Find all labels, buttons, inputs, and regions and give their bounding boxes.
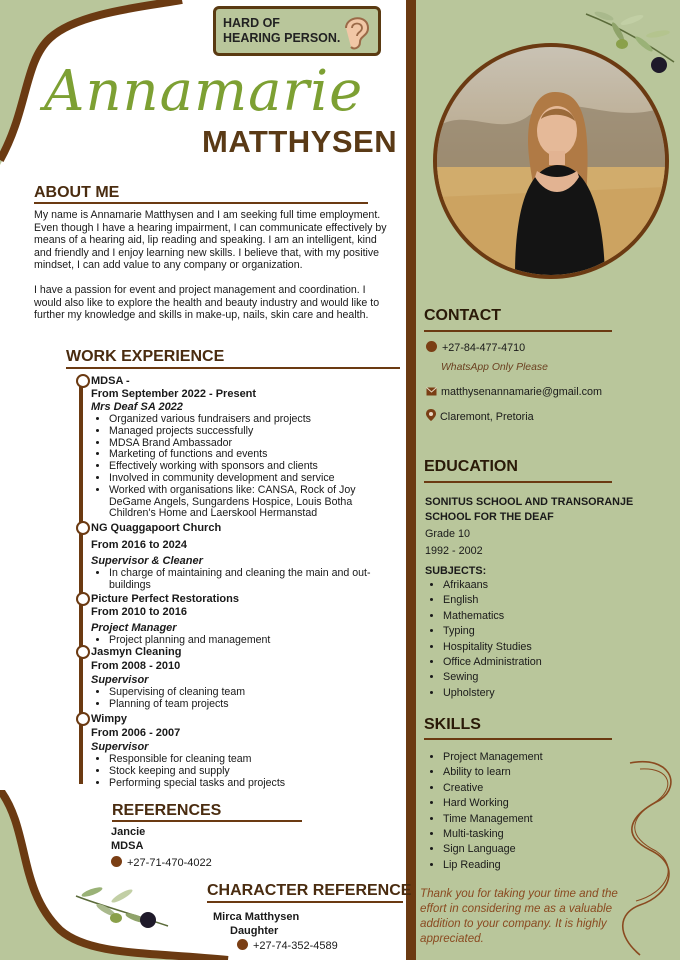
about-paragraph-2: I have a passion for event and project management and coordination. I would also like to explore the health and beauty industry and would like to further my knowledge and skills in make-up, nails, skin care and health. [34, 283, 380, 322]
skills-heading: SKILLS [424, 716, 481, 733]
duty-item: • Effectively working with sponsors and clients [109, 461, 391, 473]
phone-icon [111, 856, 122, 867]
job-role: Supervisor [91, 674, 149, 686]
location-icon [426, 409, 436, 421]
timeline-dot [76, 592, 90, 606]
job-period: From September 2022 - Present [91, 388, 257, 400]
subject-item: • Upholstery [443, 686, 542, 701]
character-reference-name: Mirca Matthysen [213, 911, 300, 923]
job-entry [91, 593, 391, 647]
hard-of-hearing-badge [213, 6, 381, 56]
about-rule [34, 202, 368, 204]
job-org: Jasmyn Cleaning [91, 646, 182, 658]
job-role: Supervisor [91, 741, 149, 753]
job-role: Project Manager [91, 622, 177, 634]
skills-rule [424, 738, 612, 740]
subject-item: • Hospitality Studies [443, 640, 542, 655]
closing-message: Thank you for taking your time and the effort in considering me as a valuable addition to your company. It is highly appreciated. [420, 887, 618, 945]
reference-phone: +27-71-470-4022 [127, 857, 212, 869]
job-entry [91, 522, 391, 592]
subjects-list [426, 578, 542, 701]
skill-item: • Ability to learn [443, 765, 543, 780]
contact-location: Claremont, Pretoria [440, 411, 534, 423]
job-entry [91, 375, 391, 520]
profile-photo-illustration [437, 47, 665, 275]
job-duties [91, 568, 391, 592]
character-reference-relation: Daughter [230, 925, 279, 937]
reference-phone-row [111, 856, 212, 870]
education-school: SONITUS SCHOOL AND TRANSORANJE SCHOOL FOR THE DEAF [425, 496, 634, 523]
about-paragraph-1: My name is Annamarie Matthysen and I am seeking full time employment. Even though I have a hearing impairment, I can communicate effectively by means of a hearing aid, lip reading and speaking. I am an intelligent, kind and friendly and I enjoy learning new skills. I believe that, with my positive mindset, I can add value to any company or organization. [34, 209, 387, 272]
first-name: Annamarie [44, 59, 364, 124]
education-years: 1992 - 2002 [425, 545, 483, 557]
skill-item: • Project Management [443, 750, 543, 765]
work-heading: WORK EXPERIENCE [66, 348, 225, 365]
job-period: From 2006 - 2007 [91, 727, 181, 739]
subject-item: • Mathematics [443, 609, 542, 624]
about-heading: ABOUT ME [34, 184, 120, 201]
badge-text: HARD OF HEARING PERSON. [223, 16, 341, 45]
job-org: MDSA - [91, 375, 130, 387]
job-period: From 2010 to 2016 [91, 606, 187, 618]
job-org: NG Quaggapoort Church [91, 522, 222, 534]
subject-item: • Typing [443, 624, 542, 639]
work-rule [66, 367, 400, 369]
last-name: MATTHYSEN [202, 124, 398, 159]
skills-list [426, 750, 543, 873]
contact-email-row [426, 385, 602, 399]
job-duties [91, 754, 391, 789]
timeline-dot [76, 645, 90, 659]
olive-branch-bottom-icon [72, 882, 172, 938]
references-rule [112, 820, 302, 822]
duty-item: • Organized various fundraisers and projects [109, 414, 391, 426]
job-period: From 2016 to 2024 [91, 539, 187, 551]
duty-item: • MDSA Brand Ambassador [109, 438, 391, 450]
contact-email[interactable]: matthysenannamarie@gmail.com [441, 386, 602, 398]
reference-org: MDSA [111, 840, 144, 852]
job-org: Picture Perfect Restorations [91, 593, 239, 605]
subject-item: • Afrikaans [443, 578, 542, 593]
profile-photo [437, 47, 665, 275]
phone-icon [426, 341, 437, 352]
character-reference-entry [213, 910, 338, 953]
subject-item: • Office Administration [443, 655, 542, 670]
education-grade: Grade 10 [425, 528, 471, 540]
contact-phone: +27-84-477-4710 [442, 342, 526, 354]
contact-heading: CONTACT [424, 307, 502, 324]
timeline-dot [76, 712, 90, 726]
character-reference-rule [207, 901, 403, 903]
job-entry [91, 713, 391, 789]
phone-icon [237, 939, 248, 950]
subjects-heading: SUBJECTS: [425, 565, 487, 577]
references-heading: REFERENCES [112, 802, 222, 819]
timeline-dot [76, 521, 90, 535]
job-duties [91, 414, 391, 520]
skill-item: • Lip Reading [443, 858, 543, 873]
job-role: Mrs Deaf SA 2022 [91, 401, 183, 413]
subject-item: • Sewing [443, 670, 542, 685]
about-text [34, 209, 396, 334]
duty-item: • Performing special tasks and projects [109, 778, 391, 790]
skill-item: • Time Management [443, 812, 543, 827]
reference-name: Jancie [111, 826, 146, 838]
contact-phone-note: WhatsApp Only Please [441, 362, 548, 373]
duty-item: • Worked with organisations like: CANSA, Rock of Joy DeGame Angels, Sungardens Hospice, Louis Botha Children's Home and Laerskool Hermanstad [109, 485, 391, 520]
contact-rule [424, 330, 612, 332]
job-period: From 2008 - 2010 [91, 660, 181, 672]
duty-item: • Supervising of cleaning team [109, 687, 391, 699]
education-heading: EDUCATION [424, 458, 518, 475]
timeline-dot [76, 374, 90, 388]
duty-item: • Planning of team projects [109, 699, 391, 711]
duty-item: • In charge of maintaining and cleaning the main and out-buildings [109, 568, 391, 592]
job-org: Wimpy [91, 713, 127, 725]
duty-item: • Responsible for cleaning team [109, 754, 391, 766]
contact-location-row [426, 409, 534, 424]
character-reference-phone-row [213, 939, 338, 953]
duty-item: • Stock keeping and supply [109, 766, 391, 778]
reference-entry [111, 825, 212, 870]
duty-item: • Managed projects successfully [109, 426, 391, 438]
duty-item: • Marketing of functions and events [109, 449, 391, 461]
duty-item: • Involved in community development and service [109, 473, 391, 485]
duty-item: • Project planning and management [109, 635, 391, 647]
column-divider [406, 0, 416, 960]
ear-icon [340, 12, 374, 52]
skill-item: • Creative [443, 781, 543, 796]
email-icon [426, 387, 437, 396]
character-reference-heading: CHARACTER REFERENCE [207, 882, 412, 899]
subject-item: • English [443, 593, 542, 608]
skill-item: • Multi-tasking [443, 827, 543, 842]
job-role: Supervisor & Cleaner [91, 555, 203, 567]
skill-item: • Sign Language [443, 842, 543, 857]
job-duties [91, 687, 391, 711]
skill-item: • Hard Working [443, 796, 543, 811]
character-reference-phone: +27-74-352-4589 [253, 940, 338, 952]
contact-phone-row [426, 341, 525, 355]
job-entry [91, 646, 391, 711]
education-rule [424, 481, 612, 483]
